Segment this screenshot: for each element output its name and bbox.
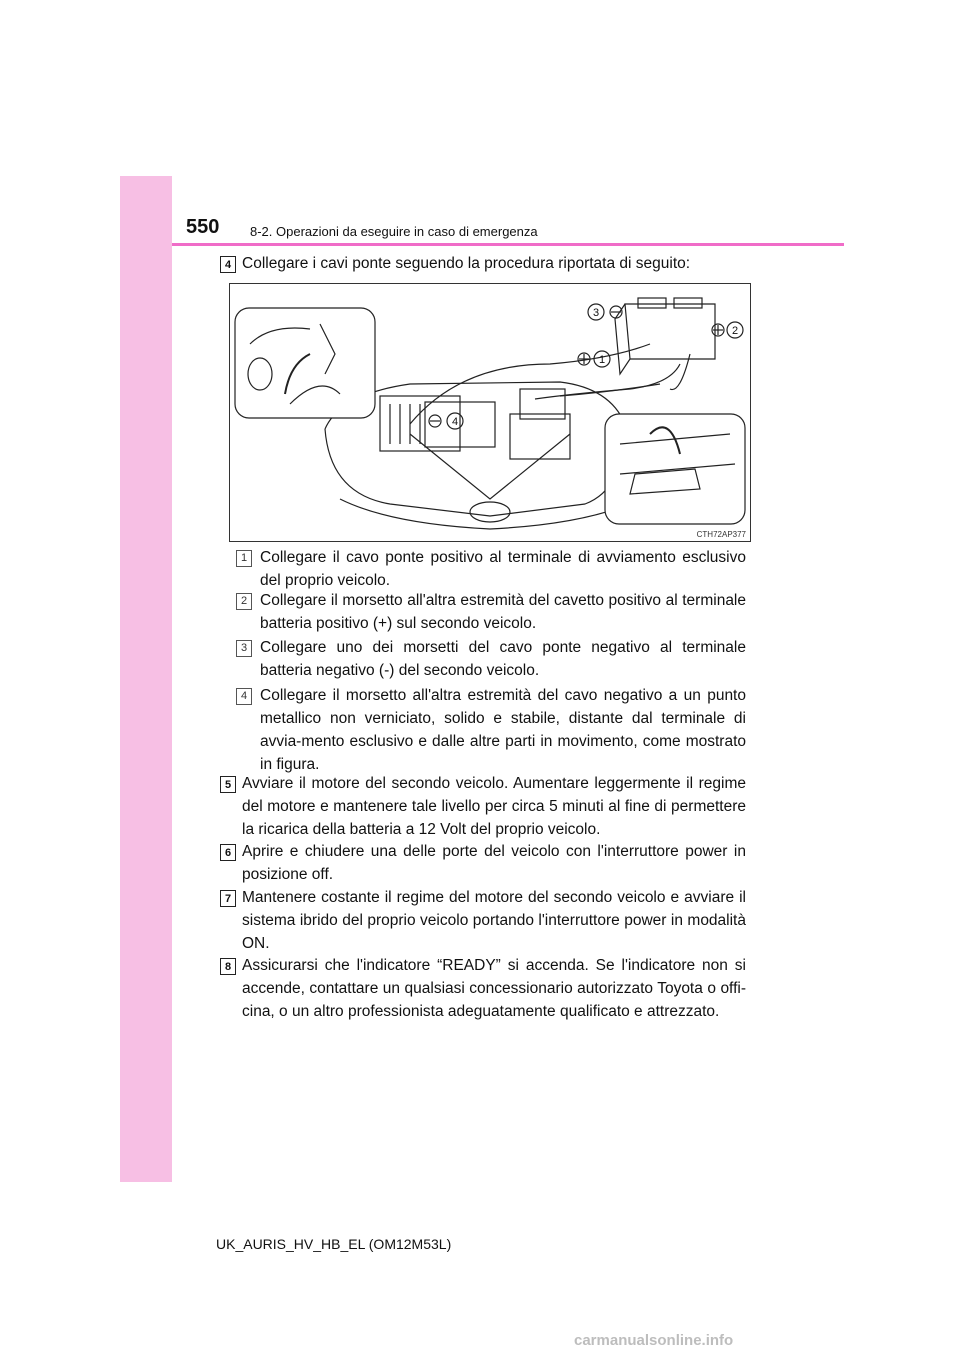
section-title: 8-2. Operazioni da eseguire in caso di emergenza xyxy=(250,224,538,239)
substep-text: Collegare il cavo ponte positivo al terminale di avviamento esclusivo del proprio veicolo. xyxy=(260,549,746,589)
step-text: Avviare il motore del secondo veicolo. Aumentare leggermente il regime del motore e mantenere tale livello per circa 5 minuti al fine di permettere la ricarica della batteria a 12 Volt del proprio veicolo. xyxy=(242,775,746,838)
step-text: Aprire e chiudere una delle porte del veicolo con l'interruttore power in posizione off. xyxy=(242,843,746,883)
callout-label: 3 xyxy=(592,307,600,319)
step-text: Mantenere costante il regime del motore del secondo veicolo e avviare il sistema ibrido del proprio veicolo portando l'interruttore power in modalità ON. xyxy=(242,889,746,952)
chapter-sidebar-tab xyxy=(120,176,172,1182)
substep-text: Collegare uno dei morsetti del cavo ponte negativo al terminale batteria negativo (-) del secondo veicolo. xyxy=(260,639,746,679)
step-text: Collegare i cavi ponte seguendo la procedura riportata di seguito: xyxy=(242,255,691,272)
substep-text: Collegare il morsetto all'altra estremità del cavetto positivo al terminale batteria positivo (+) sul secondo veicolo. xyxy=(260,592,746,632)
step-text: Assicurarsi che l'indicatore “READY” si accenda. Se l'indicatore non si accende, contattare un qualsiasi concessionario autorizzato Toyota o offi-cina, o un altro professionista adeguatamente qualificato e attrezzato. xyxy=(242,957,746,1020)
substep-badge: 3 xyxy=(236,640,252,657)
step-badge: 4 xyxy=(220,256,236,273)
step-badge: 7 xyxy=(220,890,236,907)
callout-label: 1 xyxy=(598,354,606,366)
manual-code-footer: UK_AURIS_HV_HB_EL (OM12M53L) xyxy=(216,1236,452,1252)
substep-badge: 1 xyxy=(236,550,252,567)
step-badge: 8 xyxy=(220,958,236,975)
substep-badge: 2 xyxy=(236,593,252,610)
step-badge: 5 xyxy=(220,776,236,793)
header-divider xyxy=(172,243,844,246)
substep-text: Collegare il morsetto all'altra estremità del cavo negativo a un punto metallico non verniciato, solido e stabile, distante dal terminale di avvia-mento esclusivo e dalle altre parti in movimento, come mostrato in figura. xyxy=(260,687,746,773)
jump-start-drawing xyxy=(230,284,751,542)
substep-badge: 4 xyxy=(236,688,252,705)
site-watermark: carmanualsonline.info xyxy=(574,1332,734,1349)
callout-label: 4 xyxy=(451,416,459,428)
step-badge: 6 xyxy=(220,844,236,861)
page-number: 550 xyxy=(186,216,220,238)
figure-code: CTH72AP377 xyxy=(696,530,746,539)
callout-label: 2 xyxy=(731,325,739,337)
jump-start-illustration xyxy=(229,283,751,542)
